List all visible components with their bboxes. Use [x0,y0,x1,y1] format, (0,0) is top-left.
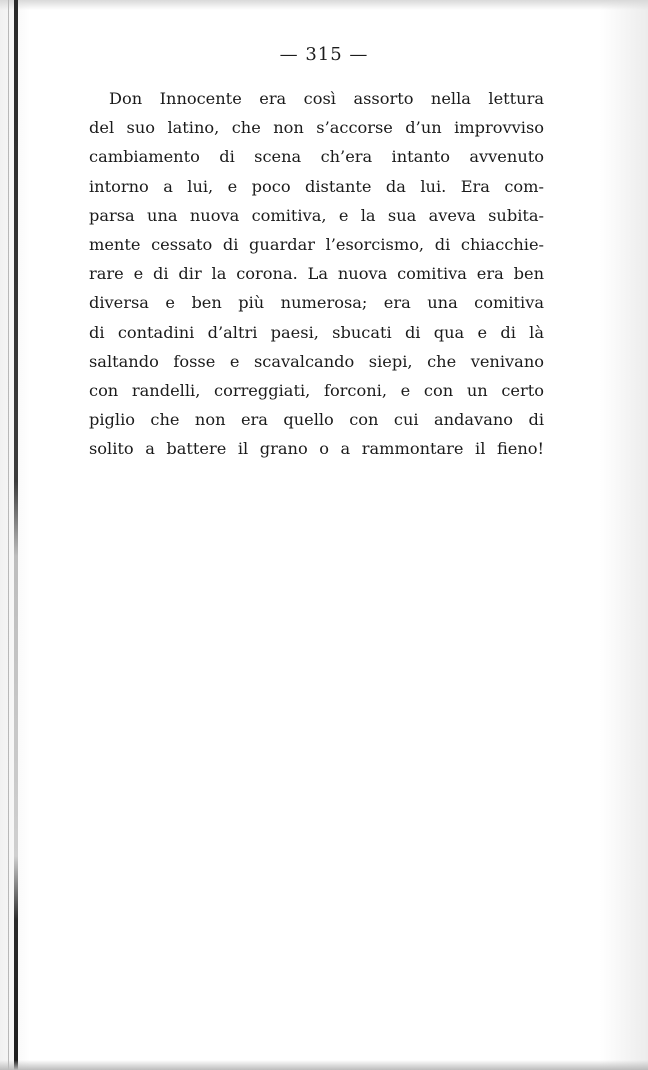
text-line-12: piglio che non era quello con cui andavano di [89,410,544,430]
text-line-9: di contadini d’altri paesi, sbucati di qua e di là [89,322,544,342]
gutter-edge [14,0,18,1070]
text-line-5: parsa una nuova comitiva, e la sua aveva subita- [89,205,544,225]
text-line-7: rare e di dir la corona. La nuova comitiva era ben [89,264,544,284]
top-scan-shadow [0,0,648,10]
paragraph [89,84,544,464]
text-line-3: cambiamento di scena ch’era intanto avvenuto [89,147,544,167]
page-number: — 315 — [279,44,369,65]
bottom-scan-shadow [0,1060,648,1070]
text-line-2: del suo latino, che non s’accorse d’un improvviso [89,118,544,138]
text-line-1: Don Innocente era così assorto nella lettura [109,89,544,108]
text-line-10: saltando fosse e scavalcando siepi, che venivano [89,351,544,371]
text-line-11: con randelli, correggiati, forconi, e con un certo [89,381,544,401]
text-line-8: diversa e ben più numerosa; era una comitiva [89,293,544,313]
text-line-6: mente cessato di guardar l’esorcismo, di chiacchie- [89,235,544,255]
text-line-13: solito a battere il grano o a rammontare il fieno! [89,439,544,459]
text-line-4: intorno a lui, e poco distante da lui. Era com- [89,176,544,196]
gutter-edge-thin [8,0,9,1070]
